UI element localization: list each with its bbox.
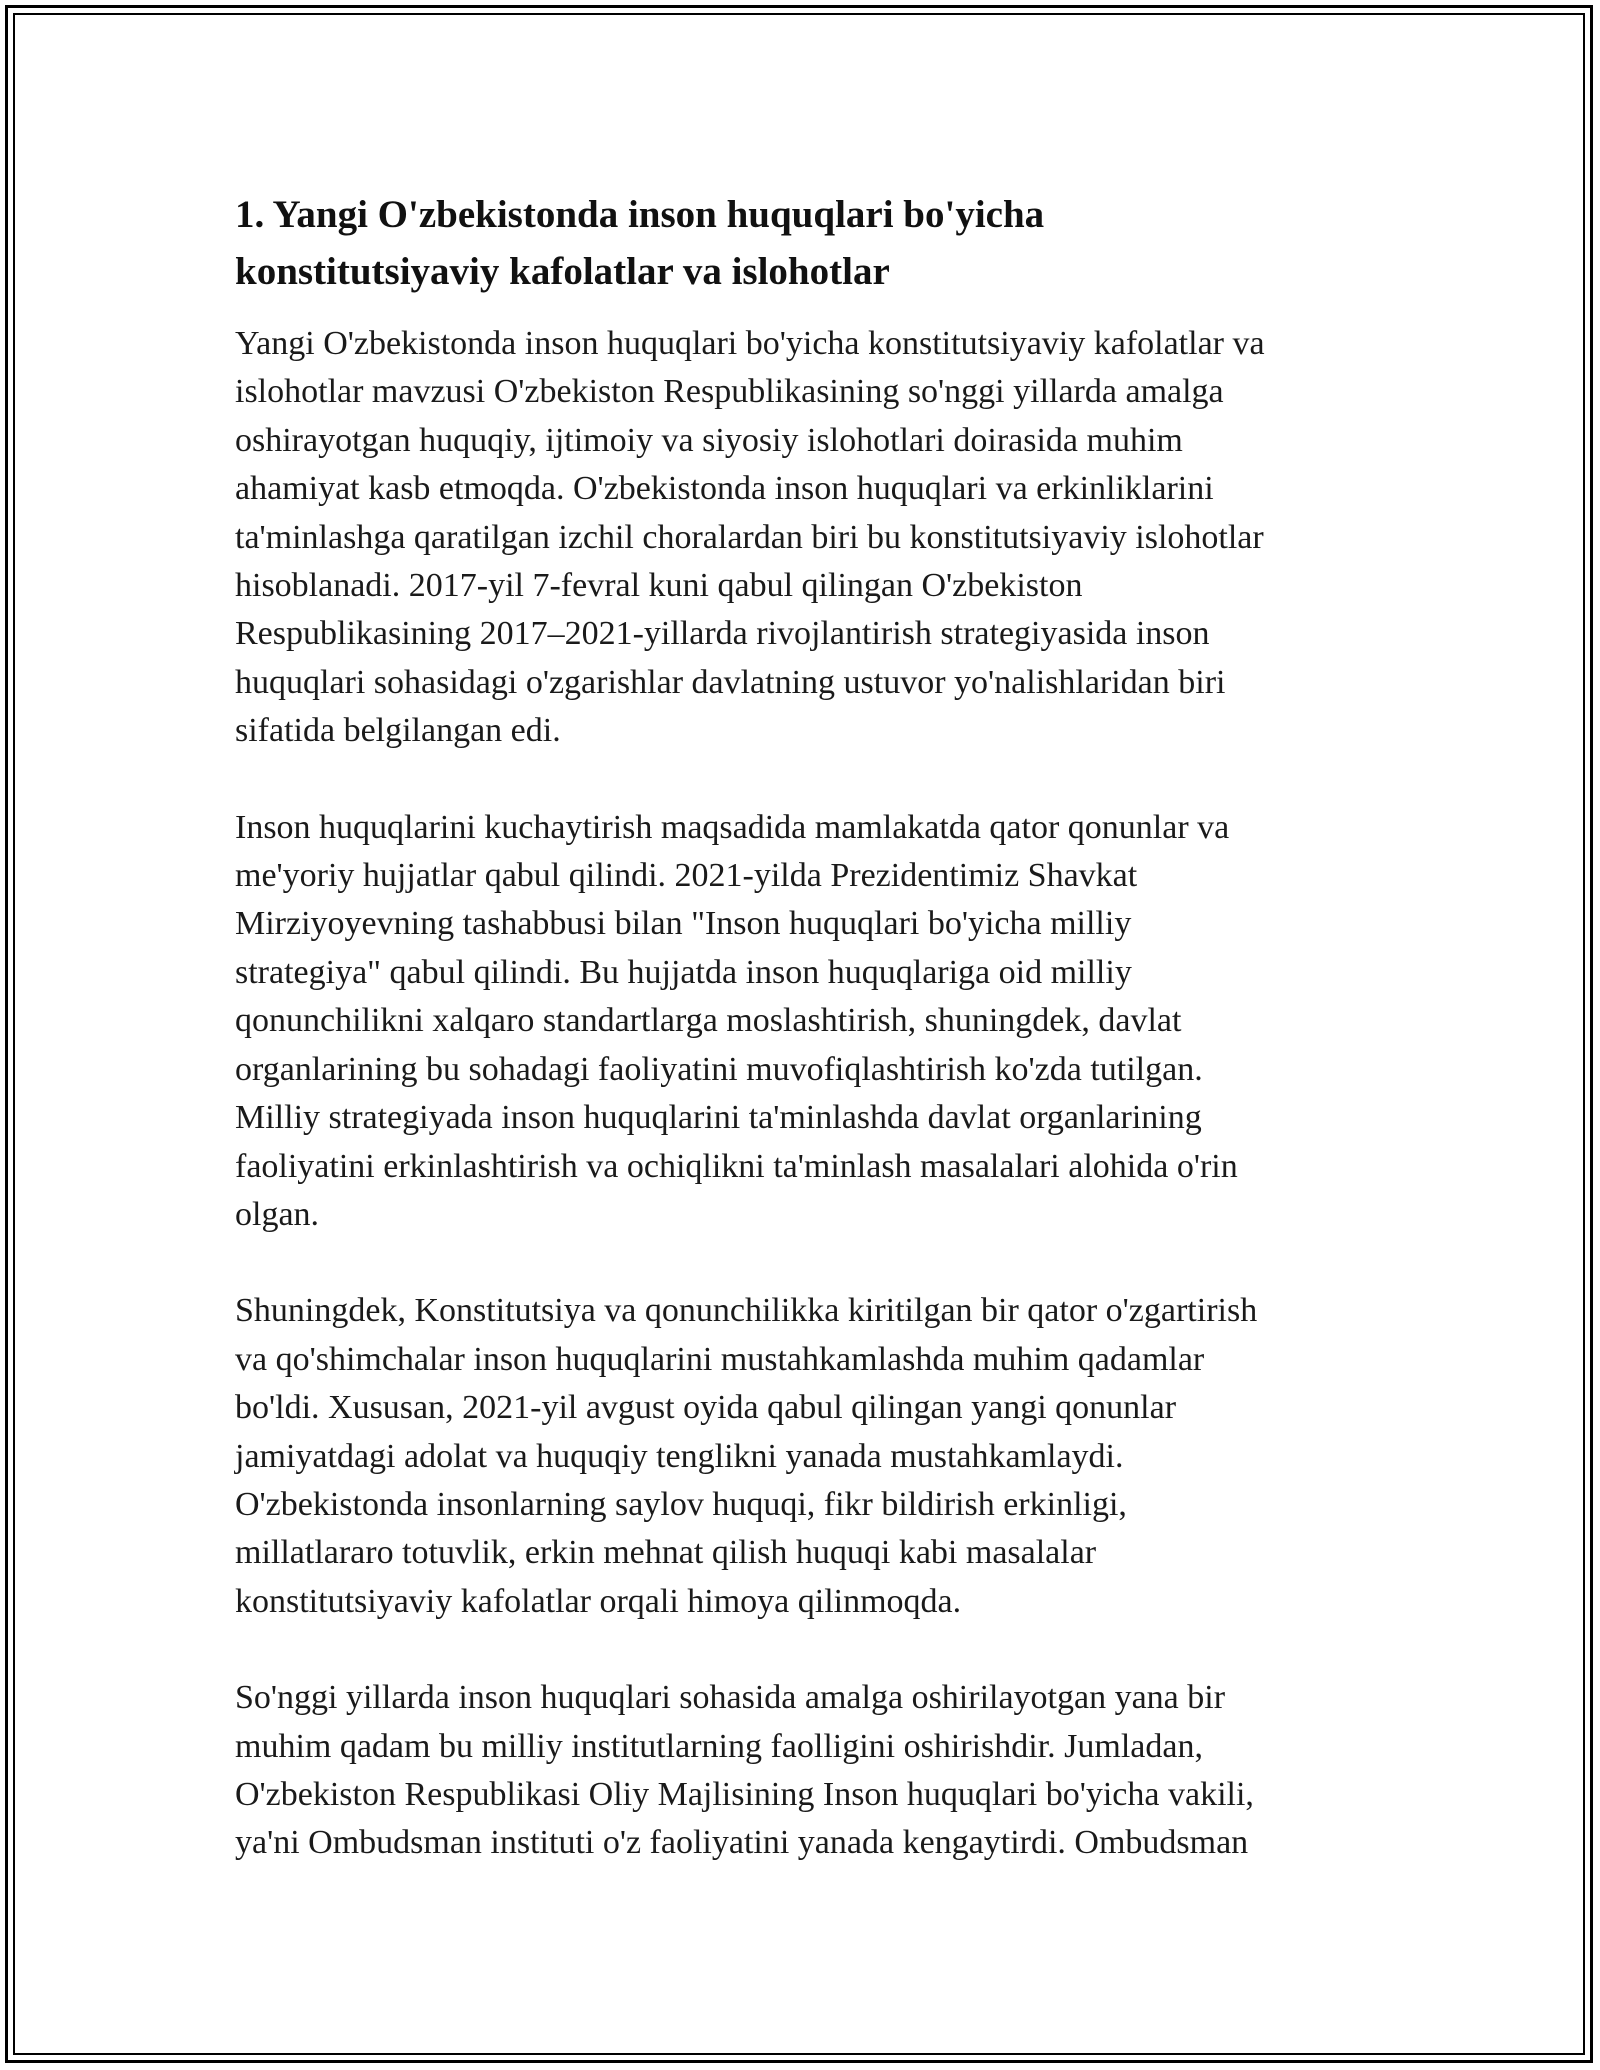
paragraph-3: [235, 1287, 1365, 1626]
text-line: So'nggi yillarda inson huquqlari sohasida amalga oshirilayotgan yana bir: [235, 1679, 1226, 1717]
text-line: bo'ldi. Xususan, 2021-yil avgust oyida qabul qilingan yangi qonunlar: [235, 1389, 1177, 1427]
paragraph-4: [235, 1674, 1365, 1868]
text-line: jamiyatdagi adolat va huquqiy tenglikni yanada mustahkamlaydi.: [235, 1437, 1124, 1475]
text-line: qonunchilikni xalqaro standartlarga moslashtirish, shuningdek, davlat: [235, 1002, 1182, 1040]
text-line: sifatida belgilangan edi.: [235, 712, 561, 750]
text-line: organlarining bu sohadagi faoliyatini muvofiqlashtirish ko'zda tutilgan.: [235, 1050, 1203, 1088]
text-line: ta'minlashga qaratilgan izchil choralardan biri bu konstitutsiyaviy islohotlar: [235, 518, 1264, 556]
text-line: faoliyatini erkinlashtirish va ochiqlikni ta'minlash masalalari alohida o'rin: [235, 1147, 1238, 1185]
text-line: ahamiyat kasb etmoqda. O'zbekistonda inson huquqlari va erkinliklarini: [235, 470, 1214, 508]
text-line: ya'ni Ombudsman instituti o'z faoliyatini yanada kengaytirdi. Ombudsman: [235, 1824, 1249, 1862]
text-line: strategiya" qabul qilindi. Bu hujjatda inson huquqlariga oid milliy: [235, 953, 1132, 991]
text-line: Shuningdek, Konstitutsiya va qonunchilikka kiritilgan bir qator o'zgartirish: [235, 1292, 1258, 1330]
text-line: huquqlari sohasidagi o'zgarishlar davlatning ustuvor yo'nalishlaridan biri: [235, 663, 1226, 701]
paragraph-1: [235, 320, 1365, 756]
text-line: millatlararo totuvlik, erkin mehnat qilish huquqi kabi masalalar: [235, 1534, 1097, 1572]
text-line: Mirziyoyevning tashabbusi bilan "Inson huquqlari bo'yicha milliy: [235, 905, 1132, 943]
text-line: olgan.: [235, 1195, 320, 1233]
section-heading: [235, 186, 1365, 300]
heading-line: 1. Yangi O'zbekistonda inson huquqlari bo'yicha: [235, 193, 1045, 236]
paragraph-2: [235, 804, 1365, 1240]
text-line: Inson huquqlarini kuchaytirish maqsadida mamlakatda qator qonunlar va: [235, 808, 1230, 846]
text-line: Respublikasining 2017–2021-yillarda rivojlantirish strategiyasida inson: [235, 615, 1210, 653]
text-line: oshirayotgan huquqiy, ijtimoiy va siyosiy islohotlari doirasida muhim: [235, 421, 1183, 459]
text-line: me'yoriy hujjatlar qabul qilindi. 2021-yilda Prezidentimiz Shavkat: [235, 857, 1138, 895]
text-line: Yangi O'zbekistonda inson huquqlari bo'yicha konstitutsiyaviy kafolatlar va: [235, 325, 1265, 362]
document-content: [235, 186, 1365, 1916]
text-line: O'zbekiston Respublikasi Oliy Majlisining Inson huquqlari bo'yicha vakili,: [235, 1775, 1254, 1813]
text-line: islohotlar mavzusi O'zbekiston Respublikasining so'nggi yillarda amalga: [235, 373, 1224, 411]
text-line: Milliy strategiyada inson huquqlarini ta'minlashda davlat organlarining: [235, 1099, 1202, 1137]
text-line: va qo'shimchalar inson huquqlarini mustahkamlashda muhim qadamlar: [235, 1340, 1205, 1378]
text-line: O'zbekistonda insonlarning saylov huquqi, fikr bildirish erkinligi,: [235, 1485, 1127, 1523]
text-line: muhim qadam bu milliy institutlarning faolligini oshirishdir. Jumladan,: [235, 1727, 1203, 1765]
text-line: hisoblanadi. 2017-yil 7-fevral kuni qabul qilingan O'zbekiston: [235, 567, 1083, 605]
heading-line: konstitutsiyaviy kafolatlar va islohotlar: [235, 250, 890, 293]
text-line: konstitutsiyaviy kafolatlar orqali himoya qilinmoqda.: [235, 1582, 962, 1620]
